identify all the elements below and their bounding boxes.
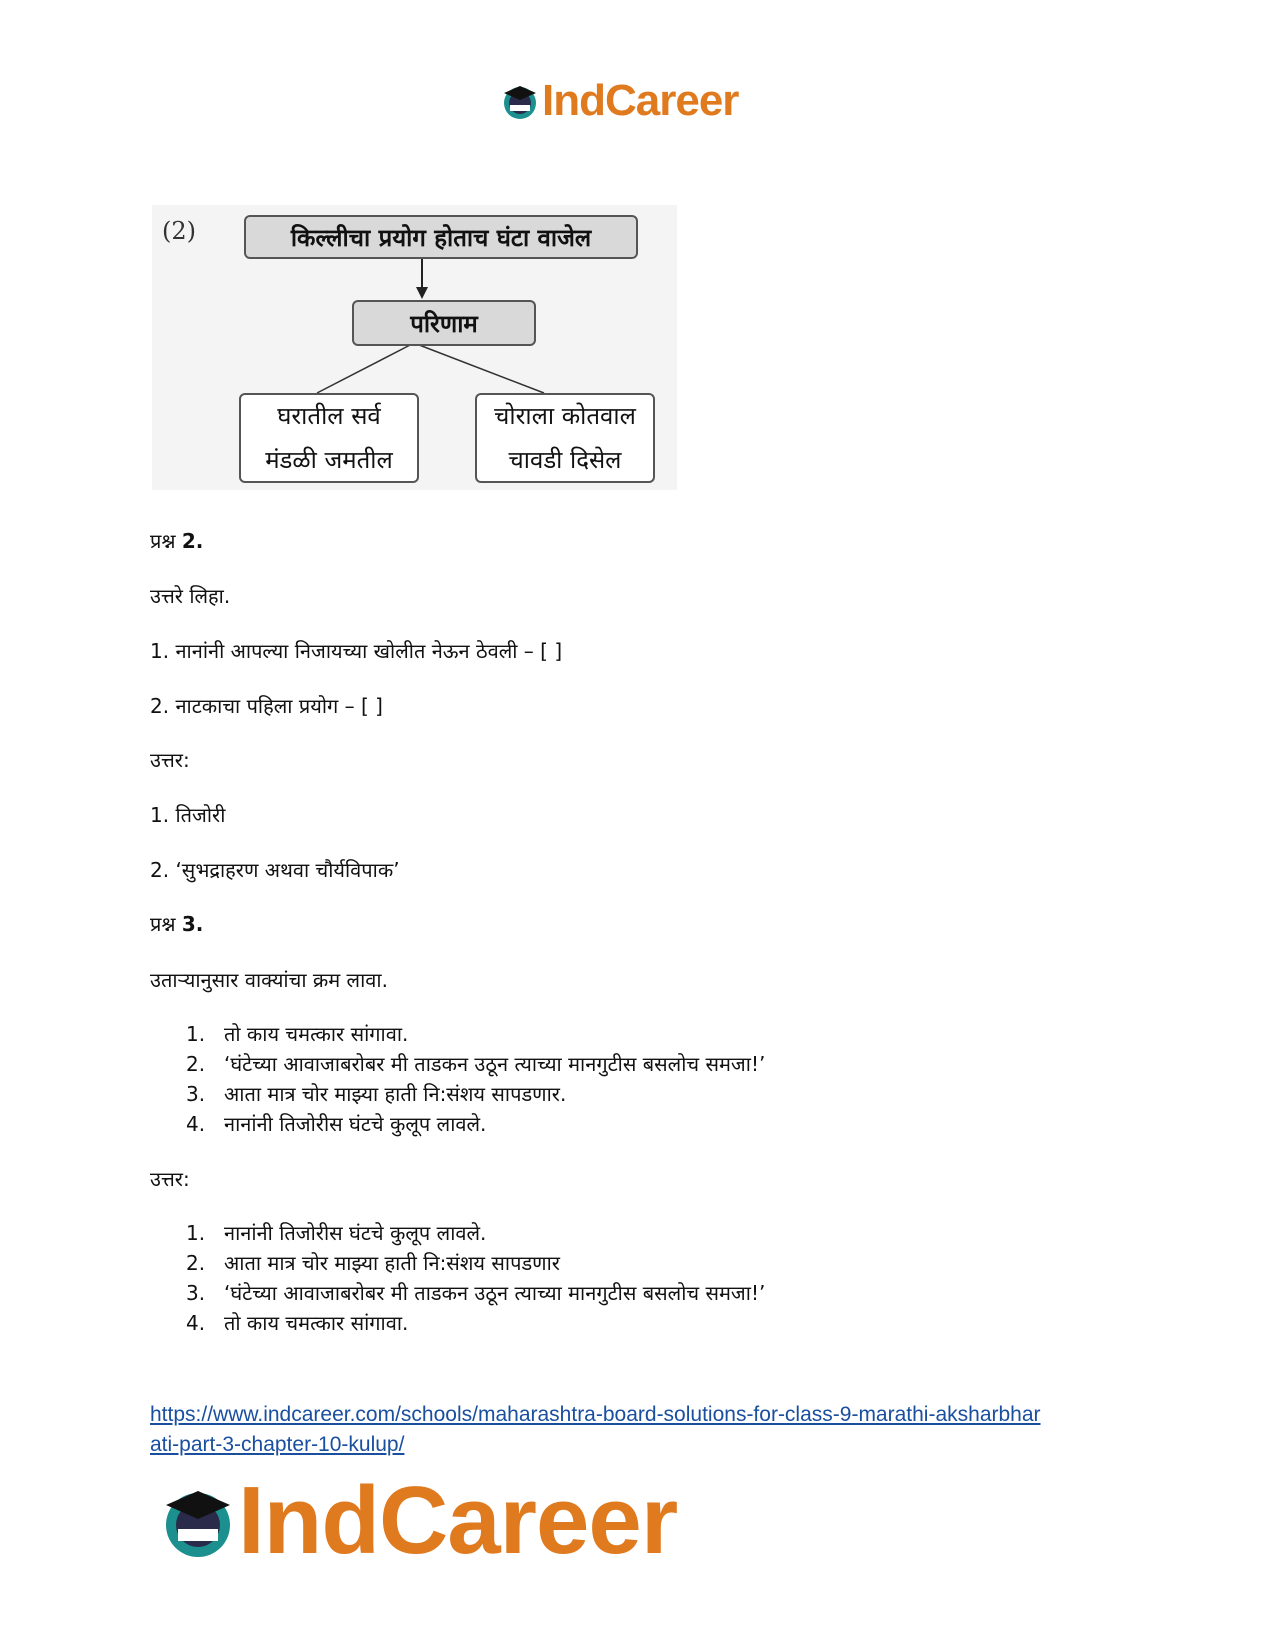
header-logo: [500, 76, 738, 126]
list-item: 4. नानांनी तिजोरीस घंटचे कुलूप लावले.: [186, 1112, 487, 1136]
question-2-answer-2: 2. ‘सुभद्राहरण अथवा चौर्यविपाक’: [150, 858, 400, 882]
list-item-text: ‘घंटेच्या आवाजाबरोबर मी ताडकन उठून त्याच्या मानगुटीस बसलोच समजा!’: [224, 1281, 766, 1305]
source-link-line-2[interactable]: ati-part-3-chapter-10-kulup/: [150, 1433, 405, 1456]
effect-right-line2: चावडी दिसेल: [508, 446, 622, 474]
footer-logo: [158, 1466, 677, 1576]
result-box: परिणाम: [352, 300, 536, 346]
question-2-item-2: 2. नाटकाचा पहिला प्रयोग – [ ]: [150, 694, 383, 718]
list-item-text: आता मात्र चोर माझ्या हाती नि:संशय सापडणार.: [224, 1082, 567, 1106]
list-item: 2. आता मात्र चोर माझ्या हाती नि:संशय सापडणार: [186, 1251, 560, 1275]
list-item-text: ‘घंटेच्या आवाजाबरोबर मी ताडकन उठून त्याच्या मानगुटीस बसलोच समजा!’: [224, 1052, 766, 1076]
graduation-globe-icon: [500, 81, 540, 121]
question-3-label: प्रश्न: [150, 912, 182, 936]
question-2-heading: [150, 527, 203, 554]
list-item: 1. नानांनी तिजोरीस घंटचे कुलूप लावले.: [186, 1221, 487, 1245]
question-3-heading: [150, 910, 203, 937]
list-item: 1. तो काय चमत्कार सांगावा.: [186, 1022, 409, 1046]
list-item-text: तो काय चमत्कार सांगावा.: [224, 1311, 409, 1335]
effect-left-line1: घरातील सर्व: [277, 402, 381, 430]
effect-left-line2: मंडळी जमतील: [265, 446, 393, 474]
effect-box-left: [239, 393, 419, 483]
effect-box-right: [475, 393, 655, 483]
list-item: 2. ‘घंटेच्या आवाजाबरोबर मी ताडकन उठून त्याच्या मानगुटीस बसलोच समजा!’: [186, 1052, 766, 1076]
question-2-label: प्रश्न: [150, 529, 182, 553]
list-item-text: नानांनी तिजोरीस घंटचे कुलूप लावले.: [224, 1221, 487, 1245]
question-2-item-1: 1. नानांनी आपल्या निजायच्या खोलीत नेऊन ठेवली – [ ]: [150, 639, 563, 663]
source-link[interactable]: [150, 1400, 1041, 1460]
question-2-answer-1: 1. तिजोरी: [150, 803, 226, 827]
cause-box: किल्लीचा प्रयोग होताच घंटा वाजेल: [244, 215, 638, 259]
question-3-number: 3.: [181, 912, 204, 936]
list-item-text: नानांनी तिजोरीस घंटचे कुलूप लावले.: [224, 1112, 487, 1136]
question-2-instruction: उत्तरे लिहा.: [150, 584, 231, 608]
question-3-instruction: उताऱ्यानुसार वाक्यांचा क्रम लावा.: [150, 968, 388, 992]
header-logo-text: IndCareer: [542, 76, 739, 125]
list-item-text: तो काय चमत्कार सांगावा.: [224, 1022, 409, 1046]
list-item: 3. आता मात्र चोर माझ्या हाती नि:संशय सापडणार.: [186, 1082, 567, 1106]
diagram-number: (2): [162, 217, 196, 245]
footer-logo-text: IndCareer: [238, 1467, 678, 1574]
question-2-number: 2.: [181, 529, 204, 553]
list-item: 4. तो काय चमत्कार सांगावा.: [186, 1311, 409, 1335]
graduation-globe-icon: [158, 1481, 238, 1561]
list-item-text: आता मात्र चोर माझ्या हाती नि:संशय सापडणार: [224, 1251, 560, 1275]
flow-diagram: [152, 205, 677, 490]
source-link-line-1[interactable]: https://www.indcareer.com/schools/maharashtra-board-solutions-for-class-9-marathi-aksharbhar: [150, 1403, 1041, 1426]
question-2-answer-label: उत्तर:: [150, 748, 190, 772]
list-item: 3. ‘घंटेच्या आवाजाबरोबर मी ताडकन उठून त्याच्या मानगुटीस बसलोच समजा!’: [186, 1281, 766, 1305]
question-3-answer-label: उत्तर:: [150, 1167, 190, 1191]
effect-right-line1: चोराला कोतवाल: [494, 402, 636, 430]
